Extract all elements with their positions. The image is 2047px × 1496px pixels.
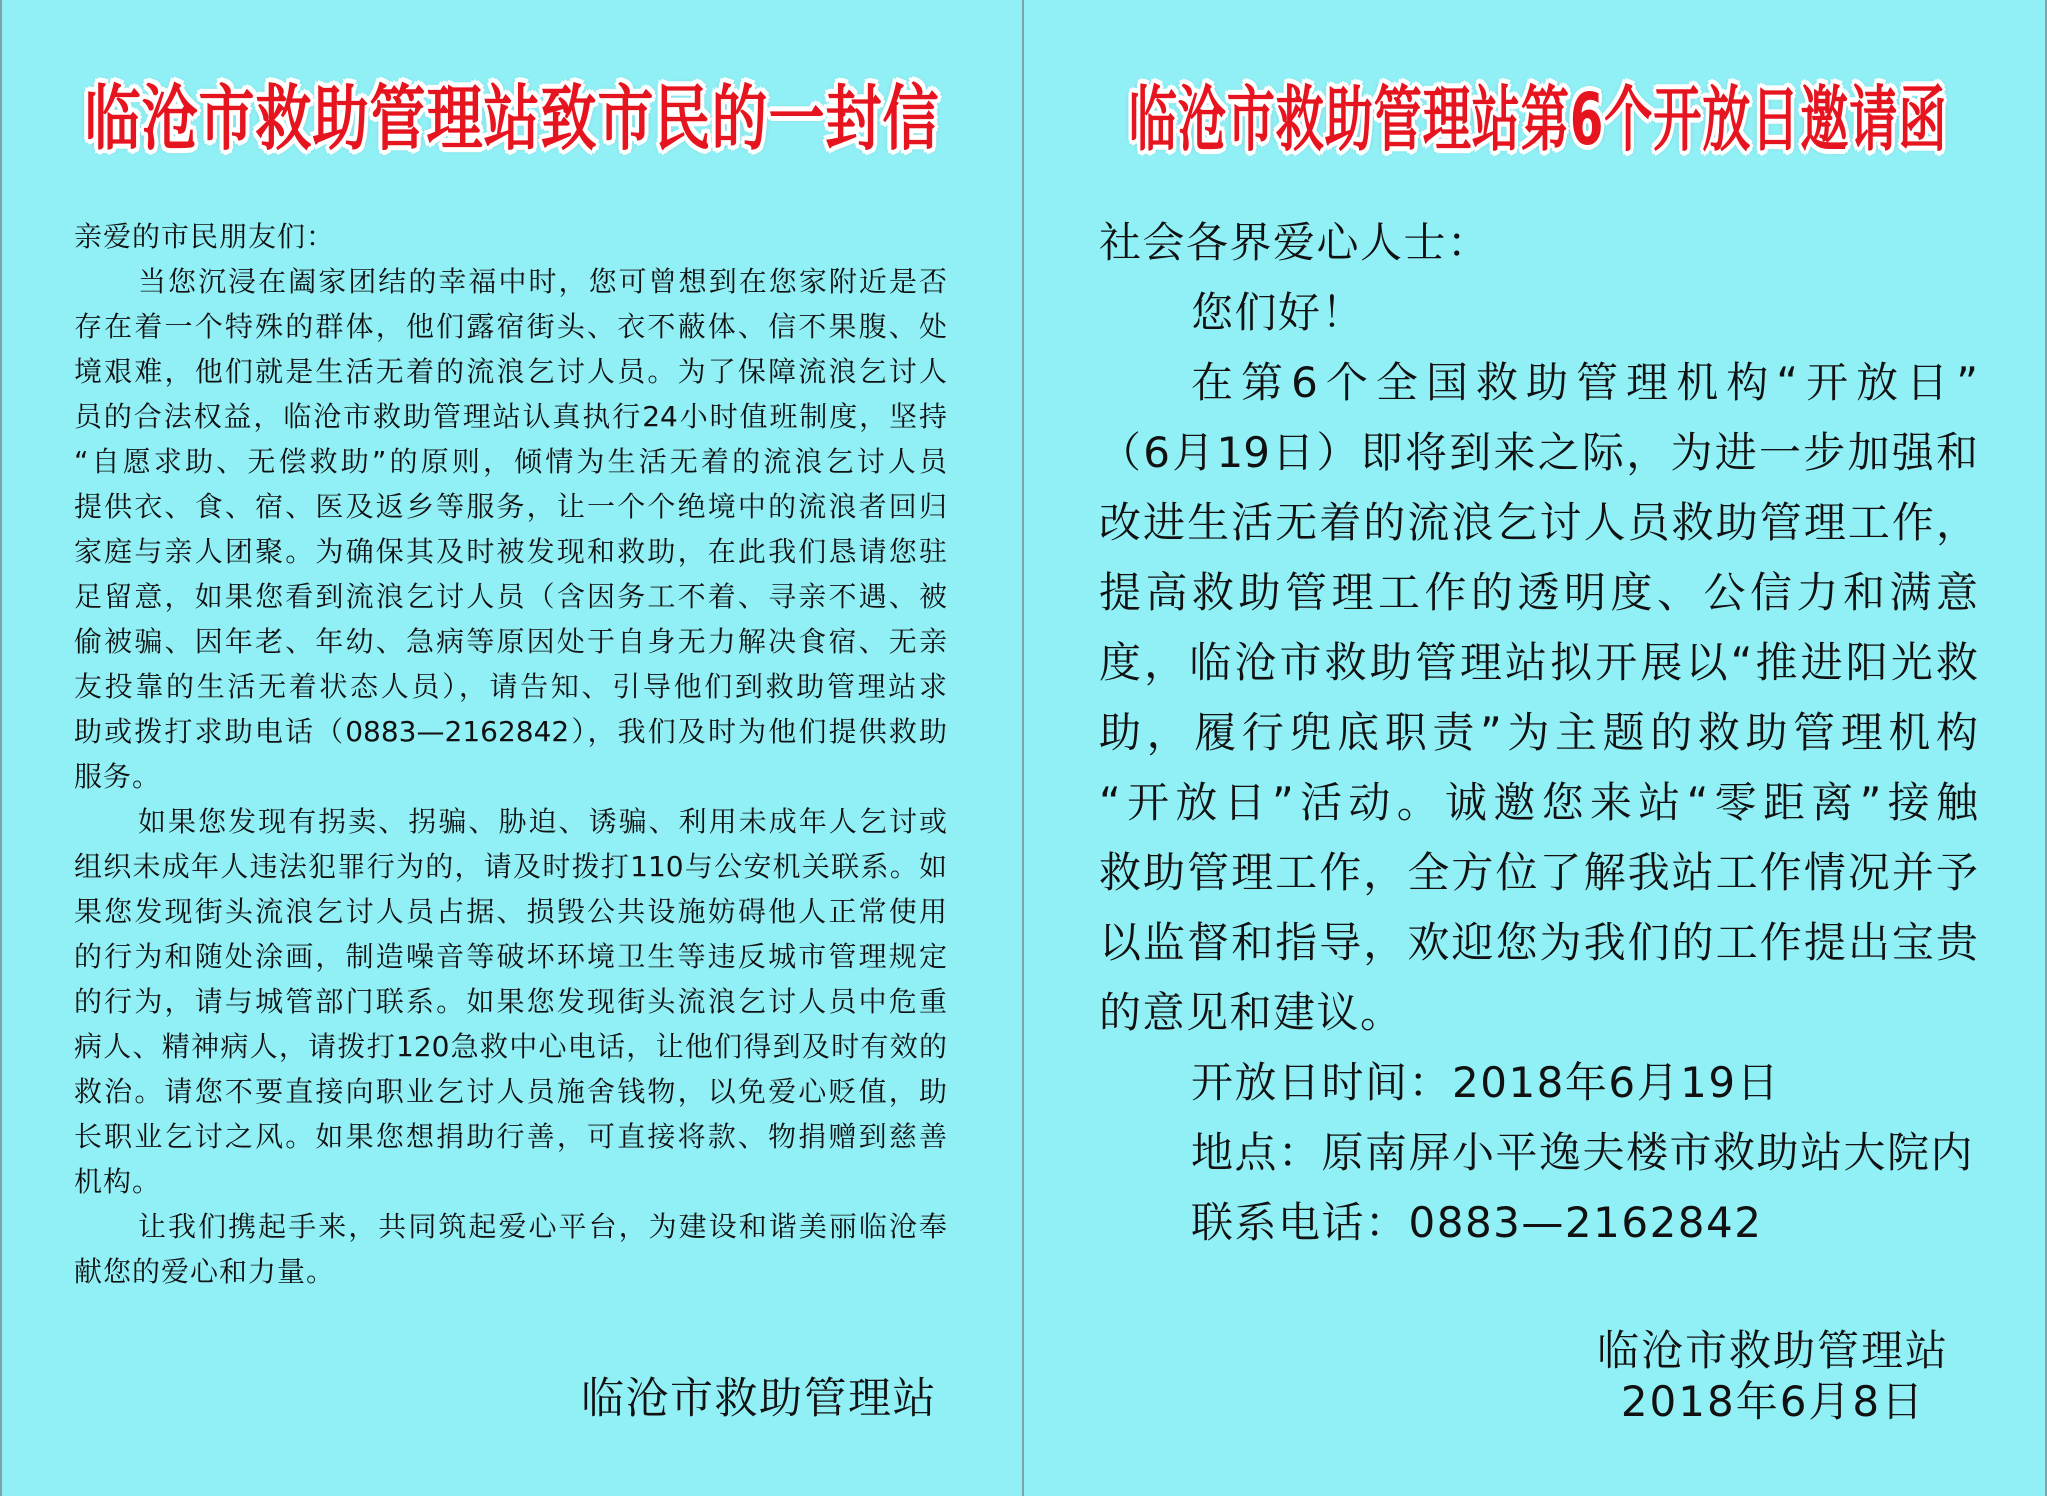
body-line: （6月19日）即将到来之际，为进一步加强和 bbox=[1099, 428, 1978, 477]
body-line: 助或拨打求助电话（0883—2162842），我们及时为他们提供救助 bbox=[74, 715, 947, 748]
open-day-time-label: 开放日时间： bbox=[1191, 1058, 1453, 1107]
open-day-time bbox=[1099, 1048, 1978, 1118]
body-line: 组织未成年人违法犯罪行为的，请及时拨打110与公安机关联系。如 bbox=[74, 850, 947, 883]
left-letter-body bbox=[74, 214, 947, 1294]
signature-date: 2018年6月8日 bbox=[1620, 1377, 1926, 1426]
event-location-label: 地点： bbox=[1191, 1128, 1322, 1177]
center-divider bbox=[1022, 0, 1024, 1496]
signature-organization: 临沧市救助管理站 bbox=[1596, 1326, 1949, 1375]
body-line: 存在着一个特殊的群体，他们露宿街头、衣不蔽体、信不果腹、处 bbox=[74, 310, 947, 343]
body-line: 病人、精神病人，请拨打120急救中心电话，让他们得到及时有效的 bbox=[74, 1030, 947, 1063]
body-line: “开放日”活动。诚邀您来站“零距离”接触 bbox=[1099, 778, 1978, 827]
body-line: 果您发现街头流浪乞讨人员占据、损毁公共设施妨碍他人正常使用 bbox=[74, 895, 947, 928]
body-line: 的行为，请与城管部门联系。如果您发现街头流浪乞讨人员中危重 bbox=[74, 985, 947, 1018]
body-line: 当您沉浸在阖家团结的幸福中时，您可曾想到在您家附近是否 bbox=[138, 265, 947, 298]
body-line: 的意见和建议。 bbox=[1099, 988, 1404, 1037]
body-line: 如果您发现有拐卖、拐骗、胁迫、诱骗、利用未成年人乞讨或 bbox=[138, 805, 947, 838]
body-line: 提高救助管理工作的透明度、公信力和满意 bbox=[1099, 568, 1978, 617]
body-line: 家庭与亲人团聚。为确保其及时被发现和救助，在此我们恳请您驻 bbox=[74, 535, 947, 568]
left-salutation: 亲爱的市民朋友们： bbox=[74, 220, 336, 253]
contact-phone bbox=[1099, 1188, 1978, 1258]
body-line: 献您的爱心和力量。 bbox=[74, 1255, 336, 1288]
open-day-time-value: 2018年6月19日 bbox=[1452, 1058, 1781, 1107]
right-signature bbox=[1573, 1325, 1973, 1427]
body-line: 境艰难，他们就是生活无着的流浪乞讨人员。为了保障流浪乞讨人 bbox=[74, 355, 947, 388]
body-line: 让我们携起手来，共同筑起爱心平台，为建设和谐美丽临沧奉 bbox=[138, 1210, 947, 1243]
body-line: 机构。 bbox=[74, 1165, 162, 1198]
body-line: 助，履行兜底职责”为主题的救助管理机构 bbox=[1099, 708, 1978, 757]
body-line: 员的合法权益，临沧市救助管理站认真执行24小时值班制度，坚持 bbox=[74, 400, 947, 433]
body-line: 度，临沧市救助管理站拟开展以“推进阳光救 bbox=[1099, 638, 1978, 687]
body-line: 偷被骗、因年老、年幼、急病等原因处于自身无力解决食宿、无亲 bbox=[74, 625, 947, 658]
right-salutation: 社会各界爱心人士： bbox=[1099, 218, 1491, 267]
body-line: “自愿求助、无偿救助”的原则，倾情为生活无着的流浪乞讨人员 bbox=[74, 445, 947, 478]
contact-phone-label: 联系电话： bbox=[1191, 1198, 1409, 1247]
body-line: 改进生活无着的流浪乞讨人员救助管理工作， bbox=[1099, 498, 1978, 547]
right-letter-body bbox=[1099, 208, 1978, 1258]
body-line: 以监督和指导，欢迎您为我们的工作提出宝贵 bbox=[1099, 918, 1978, 967]
body-line: 在第6个全国救助管理机构“开放日” bbox=[1191, 358, 1978, 407]
body-line: 长职业乞讨之风。如果您想捐助行善，可直接将款、物捐赠到慈善 bbox=[74, 1120, 947, 1153]
left-border bbox=[0, 0, 2, 1496]
body-line: 救治。请您不要直接向职业乞讨人员施舍钱物，以免爱心贬值，助 bbox=[74, 1075, 947, 1108]
body-line: 足留意，如果您看到流浪乞讨人员（含因务工不着、寻亲不遇、被 bbox=[74, 580, 947, 613]
body-line: 服务。 bbox=[74, 760, 162, 793]
event-location-value: 原南屏小平逸夫楼市救助站大院内 bbox=[1321, 1128, 1975, 1177]
body-line: 提供衣、食、宿、医及返乡等服务，让一个个绝境中的流浪者回归 bbox=[74, 490, 947, 523]
body-line: 友投靠的生活无着状态人员），请告知、引导他们到救助管理站求 bbox=[74, 670, 947, 703]
left-paragraph bbox=[74, 259, 947, 799]
left-signature: 临沧市救助管理站 bbox=[581, 1374, 937, 1424]
right-letter-title: 临沧市救助管理站第6个开放日邀请函 bbox=[1128, 79, 1948, 162]
event-location bbox=[1099, 1118, 1978, 1188]
right-greeting: 您们好！ bbox=[1191, 288, 1366, 337]
right-paragraph bbox=[1099, 348, 1978, 1048]
body-line: 的行为和随处涂画，制造噪音等破坏环境卫生等违反城市管理规定 bbox=[74, 940, 947, 973]
left-letter-title: 临沧市救助管理站致市民的一封信 bbox=[84, 78, 940, 161]
body-line: 救助管理工作，全方位了解我站工作情况并予 bbox=[1099, 848, 1978, 897]
contact-phone-value: 0883—2162842 bbox=[1408, 1198, 1763, 1247]
left-paragraph bbox=[74, 799, 947, 1204]
left-paragraph bbox=[74, 1204, 947, 1294]
